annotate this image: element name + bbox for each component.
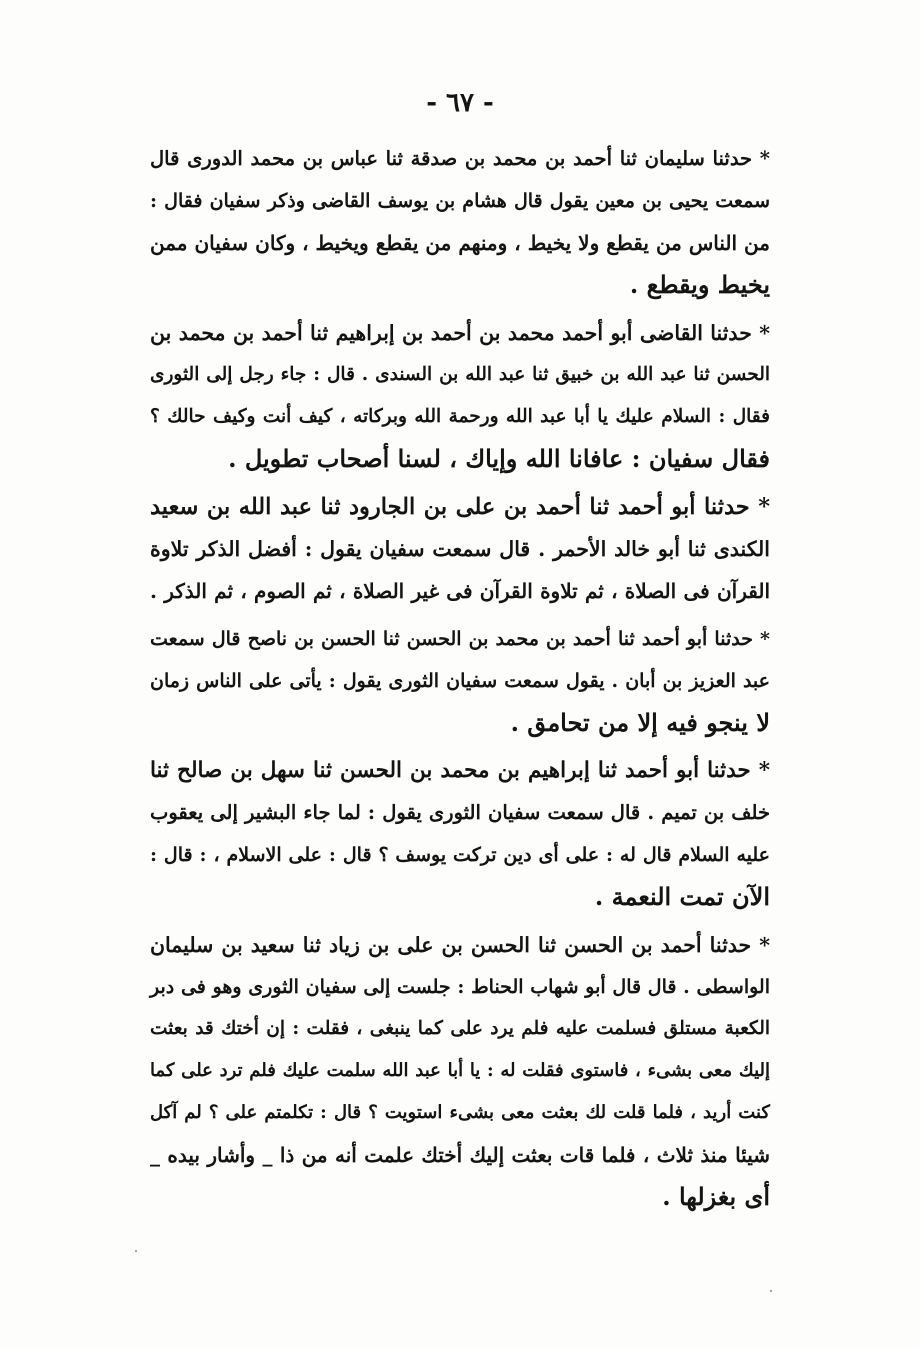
text-body: [150, 138, 770, 1224]
text-line: * حدثنا أحمد بن الحسن ثنا الحسن بن على بن زياد ثنا سعيد بن سليمان: [150, 933, 770, 957]
scan-speck: [135, 1250, 137, 1252]
text-line: فقال سفيان : عافانا الله وإياك ، لسنا أصحاب تطويل .: [228, 444, 770, 473]
text-line: الآن تمت النعمة .: [594, 882, 770, 911]
text-line: * حدثنا سليمان ثنا أحمد بن محمد بن صدقة ثنا عباس بن محمد الدورى قال: [150, 147, 770, 170]
text-line: يخيط ويقطع .: [629, 270, 770, 299]
text-line: كنت أريد ، فلما قلت لك بعثت معى بشىء استويت ؟ قال : تكلمتم على ؟ لم آكل: [150, 1102, 770, 1123]
text-line: * حدثنا أبو أحمد ثنا إبراهيم بن محمد بن الحسن ثنا سهل بن صالح ثنا: [150, 758, 770, 783]
text-line: خلف بن تميم . قال سمعت سفيان الثورى يقول : لما جاء البشير إلى يعقوب: [150, 801, 770, 824]
paragraph: [150, 138, 770, 306]
text-line: * حدثنا القاضى أبو أحمد محمد بن أحمد بن إبراهيم ثنا أحمد بن محمد بن: [150, 321, 770, 345]
text-line: سمعت يحيى بن معين يقول قال هشام بن يوسف القاضى وذكر سفيان فقال :: [150, 190, 770, 212]
text-line: الكندى ثنا أبو خالد الأحمر . قال سمعت سفيان يقول : أفضل الذكر تلاوة: [150, 537, 770, 561]
paragraph: [150, 486, 770, 612]
text-line: عليه السلام قال له : على أى دين تركت يوسف ؟ قال : على الاسلام ، : قال :: [150, 844, 770, 866]
text-line: شيئا منذ ثلاث ، فلما قات بعثت إليك أختك علمت أنه من ذا _ وأشار بيده _: [150, 1143, 770, 1167]
text-line: القرآن فى الصلاة ، ثم تلاوة القرآن فى غير الصلاة ، ثم الصوم ، ثم الذكر .: [150, 579, 770, 603]
paragraph: [150, 312, 770, 480]
text-line: عبد العزيز بن أبان . يقول سمعت سفيان الثورى يقول : يأتى على الناس زمان: [150, 670, 770, 692]
paragraph: [150, 618, 770, 744]
text-line: الحسن ثنا عبد الله بن خبيق ثنا عبد الله بن السندى . قال : جاء رجل إلى الثورى: [150, 364, 770, 385]
paragraph: [150, 750, 770, 918]
text-line: أى بغزلها .: [662, 1182, 770, 1211]
text-line: الواسطى . قال قال أبو شهاب الحناط : جلست إلى سفيان الثورى وهو فى دبر: [150, 976, 770, 998]
text-line: الكعبة مستلق فسلمت عليه فلم يرد على كما ينبغى ، فقلت : إن أختك قد بعثت: [150, 1018, 770, 1039]
paragraph: [150, 924, 770, 1218]
page-number: - ٦٧ -: [426, 88, 494, 118]
text-line: لا ينجو فيه إلا من تحامق .: [510, 708, 770, 737]
text-line: إليك معى بشىء ، فاستوى فقلت له : يا أبا عبد الله سلمت عليك فلم ترد على كما: [150, 1060, 770, 1081]
scan-speck: [770, 1290, 772, 1292]
text-line: فقال : السلام عليك يا أبا عبد الله ورحمة الله وبركاته ، كيف أنت وكيف حالك ؟: [150, 406, 770, 427]
text-line: من الناس من يقطع ولا يخيط ، ومنهم من يقطع ويخيط ، وكان سفيان ممن: [150, 231, 770, 255]
text-line: * حدثنا أبو أحمد ثنا أحمد بن على بن الجارود ثنا عبد الله بن سعيد: [150, 494, 770, 520]
text-line: * حدثنا أبو أحمد ثنا أحمد بن محمد بن الحسن ثنا الحسن بن ناصح قال سمعت: [150, 628, 770, 650]
